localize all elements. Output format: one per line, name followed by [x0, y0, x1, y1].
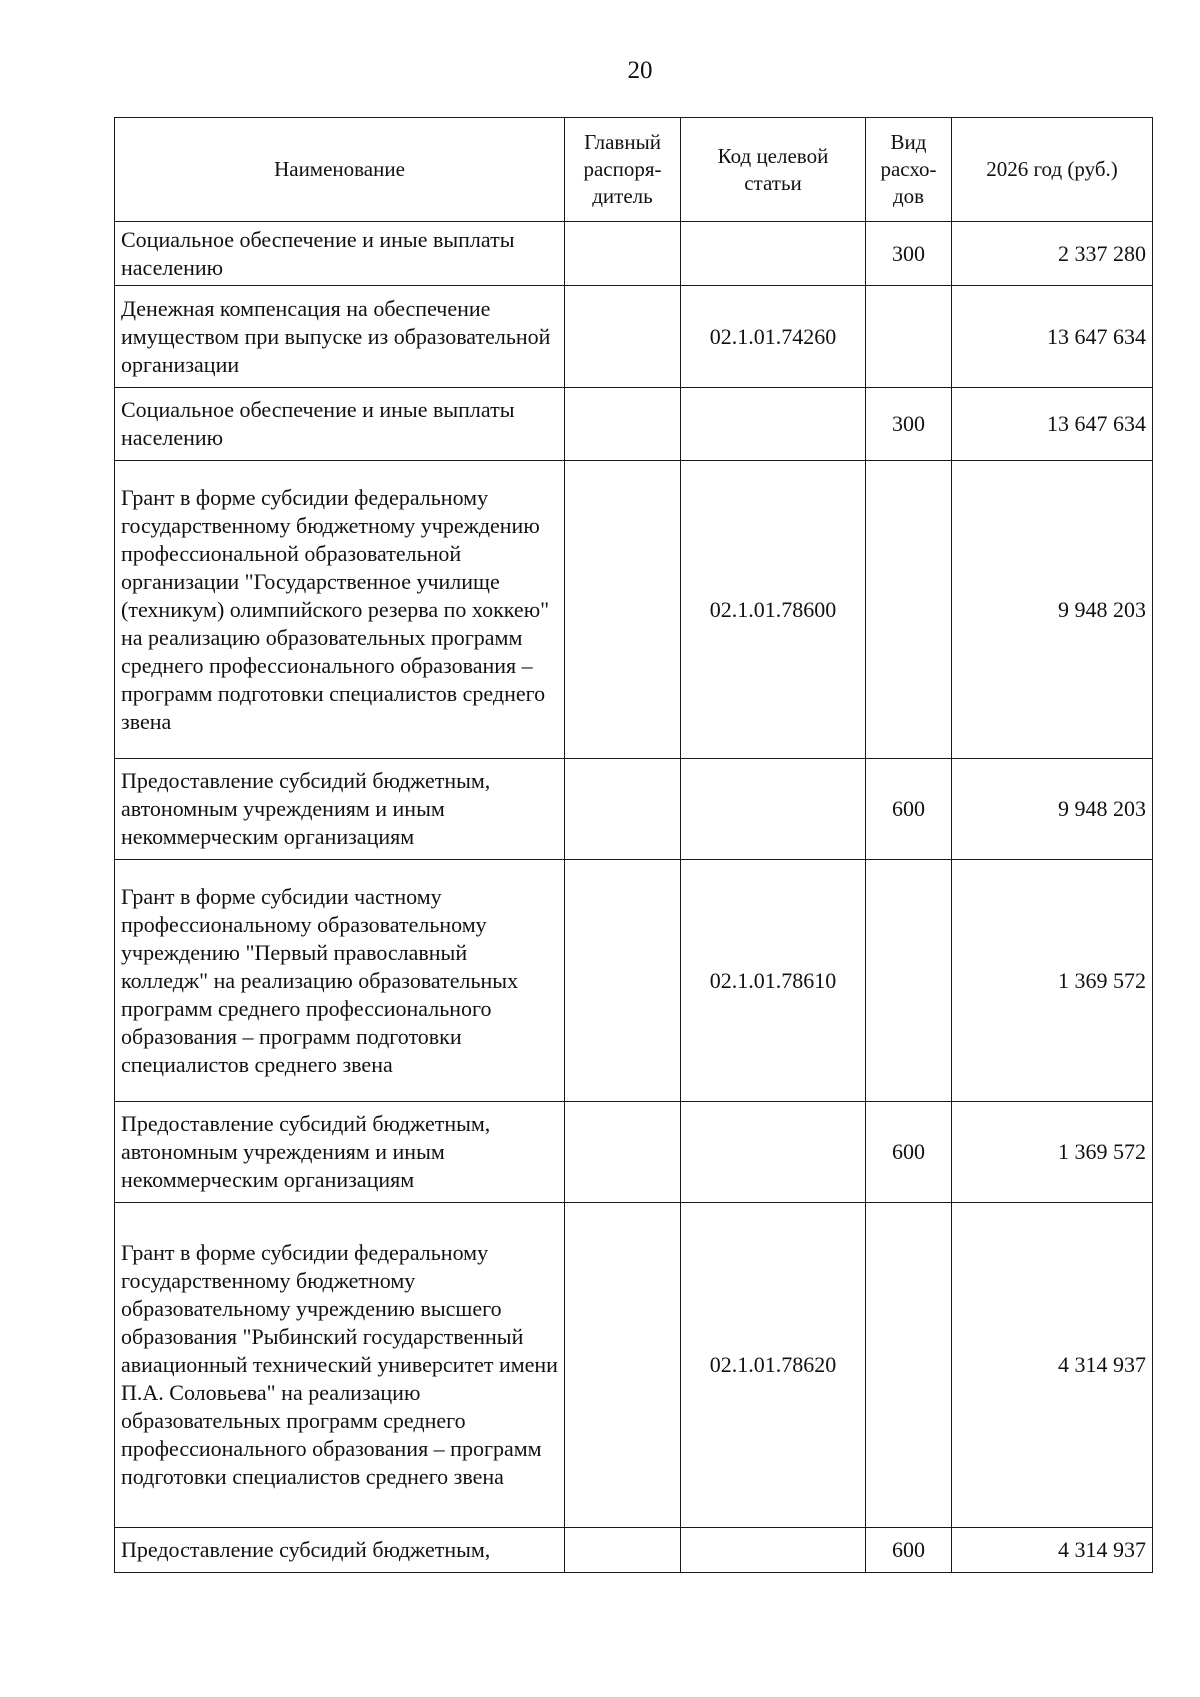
table-row — [115, 286, 1153, 388]
table-row — [115, 1203, 1153, 1528]
row-sum: 13 647 634 — [952, 286, 1153, 388]
row-code: 02.1.01.74260 — [681, 286, 866, 388]
row-sum: 4 314 937 — [952, 1528, 1153, 1573]
row-sum: 9 948 203 — [952, 461, 1153, 759]
row-vid: 300 — [866, 388, 952, 461]
budget-table — [114, 117, 1153, 1573]
row-vid — [866, 1203, 952, 1528]
row-vid: 600 — [866, 759, 952, 860]
row-sum: 4 314 937 — [952, 1203, 1153, 1528]
row-code: 02.1.01.78620 — [681, 1203, 866, 1528]
row-sum: 1 369 572 — [952, 860, 1153, 1102]
row-vid: 600 — [866, 1528, 952, 1573]
table-row — [115, 388, 1153, 461]
row-sum: 13 647 634 — [952, 388, 1153, 461]
row-grbs — [565, 286, 681, 388]
row-name: Социальное обеспечение и иные выплаты населению — [115, 222, 565, 286]
row-vid — [866, 286, 952, 388]
row-grbs — [565, 759, 681, 860]
row-grbs — [565, 1203, 681, 1528]
row-grbs — [565, 1102, 681, 1203]
row-grbs — [565, 1528, 681, 1573]
row-name: Предоставление субсидий бюджетным, автономным учреждениям и иным некоммерческим организациям — [115, 1102, 565, 1203]
row-sum: 2 337 280 — [952, 222, 1153, 286]
table-row — [115, 1528, 1153, 1573]
row-grbs — [565, 222, 681, 286]
table-row — [115, 1102, 1153, 1203]
row-code — [681, 388, 866, 461]
row-code — [681, 759, 866, 860]
row-code: 02.1.01.78600 — [681, 461, 866, 759]
row-name: Денежная компенсация на обеспечение имуществом при выпуске из образовательной организации — [115, 286, 565, 388]
row-grbs — [565, 388, 681, 461]
row-code: 02.1.01.78610 — [681, 860, 866, 1102]
row-code — [681, 1528, 866, 1573]
row-name: Грант в форме субсидии федеральному государственному бюджетному образовательному учреждению высшего образования "Рыбинский государственный авиационный технический университет имени П.А. Соловьева" на реализацию образовательных программ среднего профессионального образования – программ подготовки специалистов среднего звена — [115, 1203, 565, 1528]
row-sum: 1 369 572 — [952, 1102, 1153, 1203]
row-code — [681, 222, 866, 286]
row-name: Социальное обеспечение и иные выплаты населению — [115, 388, 565, 461]
row-name: Предоставление субсидий бюджетным, — [115, 1528, 565, 1573]
row-vid — [866, 860, 952, 1102]
row-name: Грант в форме субсидии частному профессиональному образовательному учреждению "Первый православный колледж" на реализацию образовательных программ среднего профессионального образования – программ подготовки специалистов среднего звена — [115, 860, 565, 1102]
row-name: Грант в форме субсидии федеральному государственному бюджетному учреждению профессиональной образовательной организации "Государственное училище (техникум) олимпийского резерва по хоккею" на реализацию образовательных программ среднего профессионального образования – программ подготовки специалистов среднего звена — [115, 461, 565, 759]
table-row — [115, 222, 1153, 286]
header-sum: 2026 год (руб.) — [952, 118, 1153, 222]
row-code — [681, 1102, 866, 1203]
table-header-row — [115, 118, 1153, 222]
header-grbs: Главный распоря-дитель — [565, 118, 681, 222]
row-vid — [866, 461, 952, 759]
row-sum: 9 948 203 — [952, 759, 1153, 860]
table-row — [115, 759, 1153, 860]
row-grbs — [565, 461, 681, 759]
header-code: Код целевой статьи — [681, 118, 866, 222]
row-name: Предоставление субсидий бюджетным, автономным учреждениям и иным некоммерческим организациям — [115, 759, 565, 860]
row-vid: 300 — [866, 222, 952, 286]
header-vid: Вид расхо-дов — [866, 118, 952, 222]
page-number: 20 — [627, 57, 653, 84]
table-row — [115, 461, 1153, 759]
header-name: Наименование — [115, 118, 565, 222]
row-vid: 600 — [866, 1102, 952, 1203]
table-row — [115, 860, 1153, 1102]
row-grbs — [565, 860, 681, 1102]
